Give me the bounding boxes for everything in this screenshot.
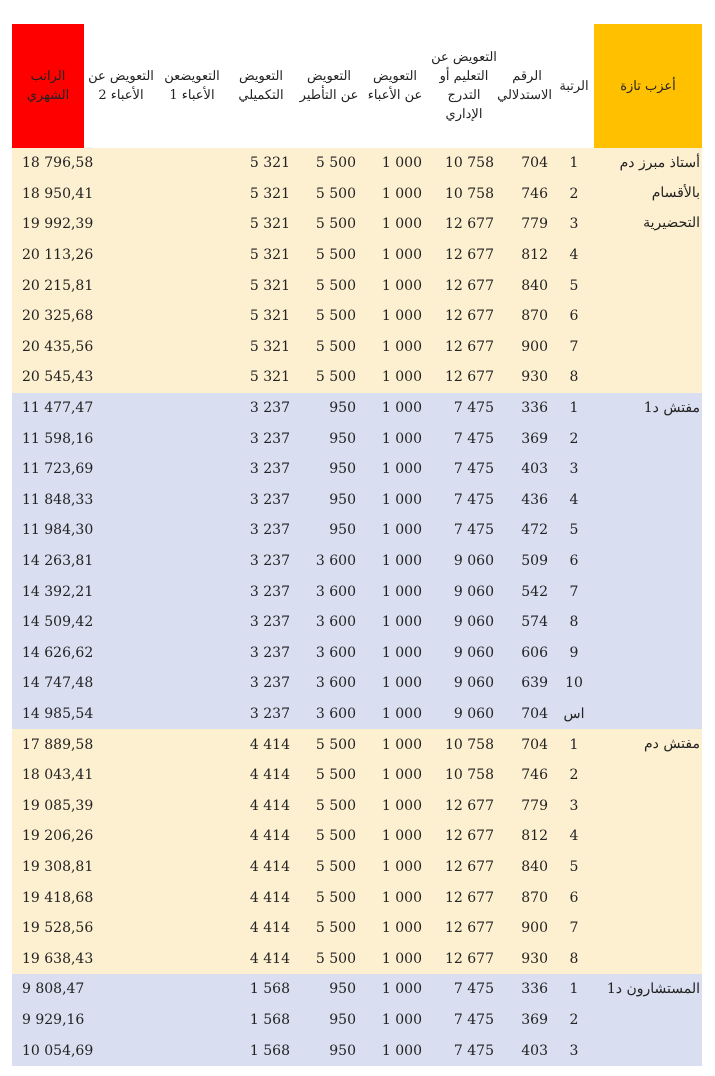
cell-burden-allowance-2 bbox=[84, 270, 158, 301]
cell-grade: 1 bbox=[554, 729, 594, 760]
cell-monthly-salary: 11 848,33 bbox=[12, 485, 84, 516]
cell-education-allowance: 7 475 bbox=[428, 393, 500, 424]
cell-burden-allowance-2 bbox=[84, 576, 158, 607]
cell-index-number: 369 bbox=[500, 1005, 554, 1036]
cell-monthly-salary: 20 435,56 bbox=[12, 332, 84, 363]
cell-grade: 1 bbox=[554, 974, 594, 1005]
cell-grade: 8 bbox=[554, 607, 594, 638]
cell-burden-allowance-1 bbox=[158, 362, 226, 393]
header-index-number: الرقم الاستدلالي bbox=[497, 69, 552, 103]
cell-burden-allowance-2 bbox=[84, 607, 158, 638]
cell-burden-allowance-1 bbox=[158, 974, 226, 1005]
cell-index-number: 369 bbox=[500, 423, 554, 454]
cell-category: المستشارون د1 bbox=[594, 974, 702, 1066]
cell-education-allowance: 10 758 bbox=[428, 148, 500, 179]
cell-index-number: 870 bbox=[500, 882, 554, 913]
cell-framing-allowance: 5 500 bbox=[296, 332, 362, 363]
cell-education-allowance: 12 677 bbox=[428, 852, 500, 883]
cell-grade: 7 bbox=[554, 332, 594, 363]
cell-framing-allowance: 5 500 bbox=[296, 209, 362, 240]
cell-framing-allowance: 5 500 bbox=[296, 362, 362, 393]
cell-education-allowance: 12 677 bbox=[428, 821, 500, 852]
cell-index-number: 704 bbox=[500, 148, 554, 179]
cell-framing-allowance: 950 bbox=[296, 454, 362, 485]
cell-burden-allowance-1 bbox=[158, 943, 226, 974]
cell-framing-allowance: 5 500 bbox=[296, 882, 362, 913]
cell-education-allowance: 9 060 bbox=[428, 668, 500, 699]
cell-index-number: 574 bbox=[500, 607, 554, 638]
cell-burden-allowance-2 bbox=[84, 882, 158, 913]
cell-burden-allowance-2 bbox=[84, 943, 158, 974]
cell-education-allowance: 9 060 bbox=[428, 546, 500, 577]
cell-burden-allowance-2 bbox=[84, 515, 158, 546]
cell-burden-allowance-1 bbox=[158, 760, 226, 791]
cell-burden-allowance-2 bbox=[84, 362, 158, 393]
cell-grade: 4 bbox=[554, 821, 594, 852]
cell-monthly-salary: 20 113,26 bbox=[12, 240, 84, 271]
cell-monthly-salary: 19 992,39 bbox=[12, 209, 84, 240]
cell-index-number: 403 bbox=[500, 454, 554, 485]
cell-grade: 6 bbox=[554, 546, 594, 577]
cell-burden-allowance-1 bbox=[158, 1035, 226, 1066]
cell-grade: 2 bbox=[554, 423, 594, 454]
cell-index-number: 840 bbox=[500, 270, 554, 301]
cell-index-number: 812 bbox=[500, 821, 554, 852]
header-burden-allowance-2: التعويض عن الأعباء 2 bbox=[88, 69, 154, 103]
cell-burden-allowance: 1 000 bbox=[362, 423, 428, 454]
header-category: أعزب تازة bbox=[594, 24, 702, 148]
salary-table bbox=[12, 24, 702, 1066]
cell-grade: 5 bbox=[554, 270, 594, 301]
cell-complementary-allowance: 4 414 bbox=[226, 729, 296, 760]
cell-index-number: 779 bbox=[500, 209, 554, 240]
cell-category: أستاذ مبرز دم بالأقسام التحضيرية bbox=[594, 148, 702, 393]
cell-complementary-allowance: 4 414 bbox=[226, 913, 296, 944]
cell-education-allowance: 10 758 bbox=[428, 760, 500, 791]
cell-complementary-allowance: 3 237 bbox=[226, 668, 296, 699]
cell-complementary-allowance: 1 568 bbox=[226, 974, 296, 1005]
cell-burden-allowance: 1 000 bbox=[362, 148, 428, 179]
cell-monthly-salary: 19 308,81 bbox=[12, 852, 84, 883]
cell-grade: 3 bbox=[554, 790, 594, 821]
cell-burden-allowance-2 bbox=[84, 699, 158, 730]
cell-burden-allowance-1 bbox=[158, 668, 226, 699]
cell-grade: 1 bbox=[554, 148, 594, 179]
cell-complementary-allowance: 4 414 bbox=[226, 943, 296, 974]
cell-index-number: 900 bbox=[500, 332, 554, 363]
cell-complementary-allowance: 4 414 bbox=[226, 760, 296, 791]
cell-burden-allowance: 1 000 bbox=[362, 270, 428, 301]
cell-monthly-salary: 14 985,54 bbox=[12, 699, 84, 730]
cell-framing-allowance: 3 600 bbox=[296, 546, 362, 577]
cell-framing-allowance: 3 600 bbox=[296, 607, 362, 638]
cell-education-allowance: 12 677 bbox=[428, 209, 500, 240]
cell-framing-allowance: 5 500 bbox=[296, 240, 362, 271]
cell-index-number: 870 bbox=[500, 301, 554, 332]
cell-monthly-salary: 19 085,39 bbox=[12, 790, 84, 821]
header-burden-allowance-1: التعويضعن الأعباء 1 bbox=[164, 69, 220, 103]
cell-education-allowance: 9 060 bbox=[428, 607, 500, 638]
cell-framing-allowance: 950 bbox=[296, 1035, 362, 1066]
cell-complementary-allowance: 3 237 bbox=[226, 454, 296, 485]
cell-education-allowance: 7 475 bbox=[428, 423, 500, 454]
cell-burden-allowance-2 bbox=[84, 790, 158, 821]
cell-grade: 7 bbox=[554, 576, 594, 607]
table-row bbox=[12, 974, 702, 1005]
cell-monthly-salary: 18 796,58 bbox=[12, 148, 84, 179]
cell-complementary-allowance: 3 237 bbox=[226, 423, 296, 454]
cell-burden-allowance-1 bbox=[158, 790, 226, 821]
cell-burden-allowance-1 bbox=[158, 852, 226, 883]
cell-education-allowance: 12 677 bbox=[428, 301, 500, 332]
cell-burden-allowance-1 bbox=[158, 301, 226, 332]
cell-burden-allowance: 1 000 bbox=[362, 301, 428, 332]
cell-complementary-allowance: 5 321 bbox=[226, 148, 296, 179]
cell-framing-allowance: 5 500 bbox=[296, 913, 362, 944]
cell-burden-allowance-2 bbox=[84, 485, 158, 516]
cell-burden-allowance: 1 000 bbox=[362, 393, 428, 424]
cell-monthly-salary: 9 808,47 bbox=[12, 974, 84, 1005]
cell-grade: 3 bbox=[554, 454, 594, 485]
cell-complementary-allowance: 3 237 bbox=[226, 607, 296, 638]
cell-monthly-salary: 11 723,69 bbox=[12, 454, 84, 485]
cell-burden-allowance-2 bbox=[84, 821, 158, 852]
cell-complementary-allowance: 3 237 bbox=[226, 485, 296, 516]
cell-index-number: 606 bbox=[500, 638, 554, 669]
cell-framing-allowance: 950 bbox=[296, 515, 362, 546]
cell-burden-allowance-1 bbox=[158, 821, 226, 852]
cell-grade: 7 bbox=[554, 913, 594, 944]
cell-burden-allowance-2 bbox=[84, 209, 158, 240]
cell-education-allowance: 9 060 bbox=[428, 699, 500, 730]
cell-burden-allowance-2 bbox=[84, 1035, 158, 1066]
cell-framing-allowance: 5 500 bbox=[296, 148, 362, 179]
cell-education-allowance: 10 758 bbox=[428, 729, 500, 760]
cell-index-number: 336 bbox=[500, 974, 554, 1005]
cell-complementary-allowance: 3 237 bbox=[226, 576, 296, 607]
cell-burden-allowance-1 bbox=[158, 1005, 226, 1036]
cell-burden-allowance-2 bbox=[84, 179, 158, 210]
cell-burden-allowance-1 bbox=[158, 270, 226, 301]
cell-burden-allowance-1 bbox=[158, 607, 226, 638]
cell-grade: اس bbox=[554, 699, 594, 730]
cell-education-allowance: 12 677 bbox=[428, 240, 500, 271]
cell-burden-allowance-1 bbox=[158, 576, 226, 607]
cell-education-allowance: 7 475 bbox=[428, 974, 500, 1005]
cell-burden-allowance-1 bbox=[158, 485, 226, 516]
cell-framing-allowance: 5 500 bbox=[296, 943, 362, 974]
cell-index-number: 639 bbox=[500, 668, 554, 699]
cell-framing-allowance: 5 500 bbox=[296, 790, 362, 821]
cell-education-allowance: 9 060 bbox=[428, 638, 500, 669]
cell-complementary-allowance: 5 321 bbox=[226, 362, 296, 393]
cell-burden-allowance: 1 000 bbox=[362, 852, 428, 883]
header-framing-allowance: التعويض عن التأطير bbox=[299, 69, 359, 103]
cell-education-allowance: 7 475 bbox=[428, 454, 500, 485]
cell-burden-allowance-1 bbox=[158, 240, 226, 271]
header-row bbox=[12, 24, 702, 148]
cell-grade: 5 bbox=[554, 852, 594, 883]
table-row bbox=[12, 148, 702, 179]
cell-education-allowance: 10 758 bbox=[428, 179, 500, 210]
cell-index-number: 840 bbox=[500, 852, 554, 883]
cell-framing-allowance: 950 bbox=[296, 974, 362, 1005]
cell-monthly-salary: 18 043,41 bbox=[12, 760, 84, 791]
cell-burden-allowance: 1 000 bbox=[362, 607, 428, 638]
cell-grade: 3 bbox=[554, 1035, 594, 1066]
cell-burden-allowance: 1 000 bbox=[362, 485, 428, 516]
cell-index-number: 704 bbox=[500, 729, 554, 760]
cell-monthly-salary: 17 889,58 bbox=[12, 729, 84, 760]
cell-burden-allowance-1 bbox=[158, 515, 226, 546]
cell-burden-allowance-1 bbox=[158, 179, 226, 210]
cell-grade: 9 bbox=[554, 638, 594, 669]
cell-burden-allowance: 1 000 bbox=[362, 668, 428, 699]
cell-burden-allowance-2 bbox=[84, 668, 158, 699]
cell-burden-allowance-2 bbox=[84, 301, 158, 332]
cell-index-number: 336 bbox=[500, 393, 554, 424]
cell-burden-allowance-2 bbox=[84, 332, 158, 363]
cell-burden-allowance-2 bbox=[84, 393, 158, 424]
cell-burden-allowance-1 bbox=[158, 882, 226, 913]
cell-burden-allowance: 1 000 bbox=[362, 913, 428, 944]
cell-grade: 2 bbox=[554, 1005, 594, 1036]
cell-burden-allowance-1 bbox=[158, 699, 226, 730]
cell-burden-allowance-2 bbox=[84, 852, 158, 883]
cell-burden-allowance: 1 000 bbox=[362, 638, 428, 669]
cell-education-allowance: 12 677 bbox=[428, 913, 500, 944]
cell-burden-allowance: 1 000 bbox=[362, 332, 428, 363]
cell-grade: 8 bbox=[554, 362, 594, 393]
cell-complementary-allowance: 1 568 bbox=[226, 1035, 296, 1066]
cell-index-number: 509 bbox=[500, 546, 554, 577]
cell-complementary-allowance: 3 237 bbox=[226, 393, 296, 424]
cell-framing-allowance: 950 bbox=[296, 423, 362, 454]
header-grade: الرتبة bbox=[559, 78, 589, 94]
cell-burden-allowance-1 bbox=[158, 729, 226, 760]
cell-grade: 2 bbox=[554, 760, 594, 791]
cell-burden-allowance: 1 000 bbox=[362, 1035, 428, 1066]
cell-burden-allowance-2 bbox=[84, 454, 158, 485]
cell-complementary-allowance: 4 414 bbox=[226, 882, 296, 913]
cell-index-number: 930 bbox=[500, 362, 554, 393]
cell-education-allowance: 12 677 bbox=[428, 943, 500, 974]
cell-monthly-salary: 20 325,68 bbox=[12, 301, 84, 332]
cell-burden-allowance: 1 000 bbox=[362, 240, 428, 271]
cell-burden-allowance: 1 000 bbox=[362, 362, 428, 393]
cell-burden-allowance: 1 000 bbox=[362, 1005, 428, 1036]
cell-complementary-allowance: 4 414 bbox=[226, 790, 296, 821]
cell-complementary-allowance: 3 237 bbox=[226, 699, 296, 730]
cell-framing-allowance: 5 500 bbox=[296, 270, 362, 301]
cell-index-number: 930 bbox=[500, 943, 554, 974]
cell-burden-allowance: 1 000 bbox=[362, 209, 428, 240]
header-education-allowance: التعويض عن التعليم أو التدرج الإداري bbox=[431, 50, 497, 122]
cell-complementary-allowance: 5 321 bbox=[226, 240, 296, 271]
cell-burden-allowance-1 bbox=[158, 913, 226, 944]
cell-framing-allowance: 950 bbox=[296, 393, 362, 424]
cell-category: مفتش دم bbox=[594, 729, 702, 974]
cell-burden-allowance: 1 000 bbox=[362, 576, 428, 607]
cell-index-number: 542 bbox=[500, 576, 554, 607]
cell-monthly-salary: 19 638,43 bbox=[12, 943, 84, 974]
cell-monthly-salary: 14 626,62 bbox=[12, 638, 84, 669]
cell-burden-allowance: 1 000 bbox=[362, 974, 428, 1005]
cell-education-allowance: 7 475 bbox=[428, 1005, 500, 1036]
cell-framing-allowance: 5 500 bbox=[296, 301, 362, 332]
cell-burden-allowance: 1 000 bbox=[362, 454, 428, 485]
cell-burden-allowance: 1 000 bbox=[362, 943, 428, 974]
cell-index-number: 746 bbox=[500, 179, 554, 210]
cell-grade: 3 bbox=[554, 209, 594, 240]
cell-burden-allowance: 1 000 bbox=[362, 821, 428, 852]
cell-framing-allowance: 950 bbox=[296, 1005, 362, 1036]
cell-complementary-allowance: 4 414 bbox=[226, 821, 296, 852]
cell-monthly-salary: 9 929,16 bbox=[12, 1005, 84, 1036]
cell-complementary-allowance: 4 414 bbox=[226, 852, 296, 883]
cell-complementary-allowance: 5 321 bbox=[226, 179, 296, 210]
cell-complementary-allowance: 1 568 bbox=[226, 1005, 296, 1036]
cell-complementary-allowance: 5 321 bbox=[226, 270, 296, 301]
cell-burden-allowance: 1 000 bbox=[362, 699, 428, 730]
cell-framing-allowance: 5 500 bbox=[296, 852, 362, 883]
cell-education-allowance: 12 677 bbox=[428, 790, 500, 821]
cell-framing-allowance: 3 600 bbox=[296, 638, 362, 669]
header-complementary-allowance: التعويض التكميلي bbox=[238, 69, 284, 103]
cell-grade: 10 bbox=[554, 668, 594, 699]
cell-grade: 8 bbox=[554, 943, 594, 974]
cell-grade: 4 bbox=[554, 485, 594, 516]
cell-burden-allowance-2 bbox=[84, 148, 158, 179]
cell-burden-allowance-1 bbox=[158, 148, 226, 179]
cell-framing-allowance: 3 600 bbox=[296, 668, 362, 699]
cell-burden-allowance: 1 000 bbox=[362, 729, 428, 760]
cell-complementary-allowance: 3 237 bbox=[226, 638, 296, 669]
cell-burden-allowance: 1 000 bbox=[362, 515, 428, 546]
cell-index-number: 436 bbox=[500, 485, 554, 516]
cell-grade: 6 bbox=[554, 882, 594, 913]
cell-education-allowance: 12 677 bbox=[428, 332, 500, 363]
cell-monthly-salary: 19 528,56 bbox=[12, 913, 84, 944]
cell-burden-allowance-1 bbox=[158, 638, 226, 669]
cell-burden-allowance: 1 000 bbox=[362, 882, 428, 913]
cell-index-number: 812 bbox=[500, 240, 554, 271]
cell-index-number: 472 bbox=[500, 515, 554, 546]
cell-burden-allowance-1 bbox=[158, 393, 226, 424]
cell-grade: 5 bbox=[554, 515, 594, 546]
cell-grade: 2 bbox=[554, 179, 594, 210]
cell-monthly-salary: 20 215,81 bbox=[12, 270, 84, 301]
cell-framing-allowance: 950 bbox=[296, 485, 362, 516]
cell-burden-allowance-2 bbox=[84, 913, 158, 944]
cell-education-allowance: 9 060 bbox=[428, 576, 500, 607]
cell-framing-allowance: 5 500 bbox=[296, 821, 362, 852]
cell-education-allowance: 12 677 bbox=[428, 270, 500, 301]
cell-monthly-salary: 14 747,48 bbox=[12, 668, 84, 699]
cell-burden-allowance-1 bbox=[158, 546, 226, 577]
cell-burden-allowance-2 bbox=[84, 423, 158, 454]
cell-monthly-salary: 19 418,68 bbox=[12, 882, 84, 913]
cell-education-allowance: 12 677 bbox=[428, 882, 500, 913]
cell-education-allowance: 12 677 bbox=[428, 362, 500, 393]
cell-burden-allowance-1 bbox=[158, 209, 226, 240]
cell-burden-allowance: 1 000 bbox=[362, 760, 428, 791]
cell-burden-allowance-2 bbox=[84, 638, 158, 669]
cell-monthly-salary: 19 206,26 bbox=[12, 821, 84, 852]
cell-monthly-salary: 11 477,47 bbox=[12, 393, 84, 424]
cell-monthly-salary: 11 984,30 bbox=[12, 515, 84, 546]
cell-burden-allowance: 1 000 bbox=[362, 179, 428, 210]
cell-complementary-allowance: 5 321 bbox=[226, 301, 296, 332]
cell-burden-allowance-2 bbox=[84, 546, 158, 577]
cell-burden-allowance-2 bbox=[84, 760, 158, 791]
table-row bbox=[12, 729, 702, 760]
cell-framing-allowance: 5 500 bbox=[296, 760, 362, 791]
cell-monthly-salary: 18 950,41 bbox=[12, 179, 84, 210]
cell-burden-allowance-2 bbox=[84, 1005, 158, 1036]
cell-grade: 6 bbox=[554, 301, 594, 332]
table-row bbox=[12, 393, 702, 424]
cell-grade: 1 bbox=[554, 393, 594, 424]
cell-index-number: 900 bbox=[500, 913, 554, 944]
cell-burden-allowance-2 bbox=[84, 974, 158, 1005]
cell-complementary-allowance: 5 321 bbox=[226, 332, 296, 363]
cell-monthly-salary: 14 509,42 bbox=[12, 607, 84, 638]
cell-monthly-salary: 14 392,21 bbox=[12, 576, 84, 607]
cell-framing-allowance: 3 600 bbox=[296, 699, 362, 730]
cell-index-number: 704 bbox=[500, 699, 554, 730]
cell-burden-allowance-2 bbox=[84, 729, 158, 760]
cell-index-number: 746 bbox=[500, 760, 554, 791]
cell-burden-allowance-2 bbox=[84, 240, 158, 271]
cell-complementary-allowance: 3 237 bbox=[226, 546, 296, 577]
cell-framing-allowance: 5 500 bbox=[296, 729, 362, 760]
cell-monthly-salary: 14 263,81 bbox=[12, 546, 84, 577]
cell-monthly-salary: 11 598,16 bbox=[12, 423, 84, 454]
cell-burden-allowance-1 bbox=[158, 454, 226, 485]
salary-sheet bbox=[12, 24, 702, 1066]
cell-framing-allowance: 5 500 bbox=[296, 179, 362, 210]
cell-index-number: 403 bbox=[500, 1035, 554, 1066]
cell-burden-allowance-1 bbox=[158, 332, 226, 363]
header-monthly-salary: الراتب الشهري bbox=[12, 24, 84, 148]
cell-burden-allowance-1 bbox=[158, 423, 226, 454]
cell-burden-allowance: 1 000 bbox=[362, 790, 428, 821]
table-body bbox=[12, 148, 702, 1066]
cell-education-allowance: 7 475 bbox=[428, 1035, 500, 1066]
cell-education-allowance: 7 475 bbox=[428, 485, 500, 516]
cell-index-number: 779 bbox=[500, 790, 554, 821]
cell-monthly-salary: 10 054,69 bbox=[12, 1035, 84, 1066]
cell-complementary-allowance: 3 237 bbox=[226, 515, 296, 546]
header-burden-allowance: التعويض عن الأعباء bbox=[367, 69, 423, 103]
cell-grade: 4 bbox=[554, 240, 594, 271]
cell-complementary-allowance: 5 321 bbox=[226, 209, 296, 240]
cell-category: مفتش د1 bbox=[594, 393, 702, 730]
cell-education-allowance: 7 475 bbox=[428, 515, 500, 546]
cell-monthly-salary: 20 545,43 bbox=[12, 362, 84, 393]
cell-burden-allowance: 1 000 bbox=[362, 546, 428, 577]
cell-framing-allowance: 3 600 bbox=[296, 576, 362, 607]
